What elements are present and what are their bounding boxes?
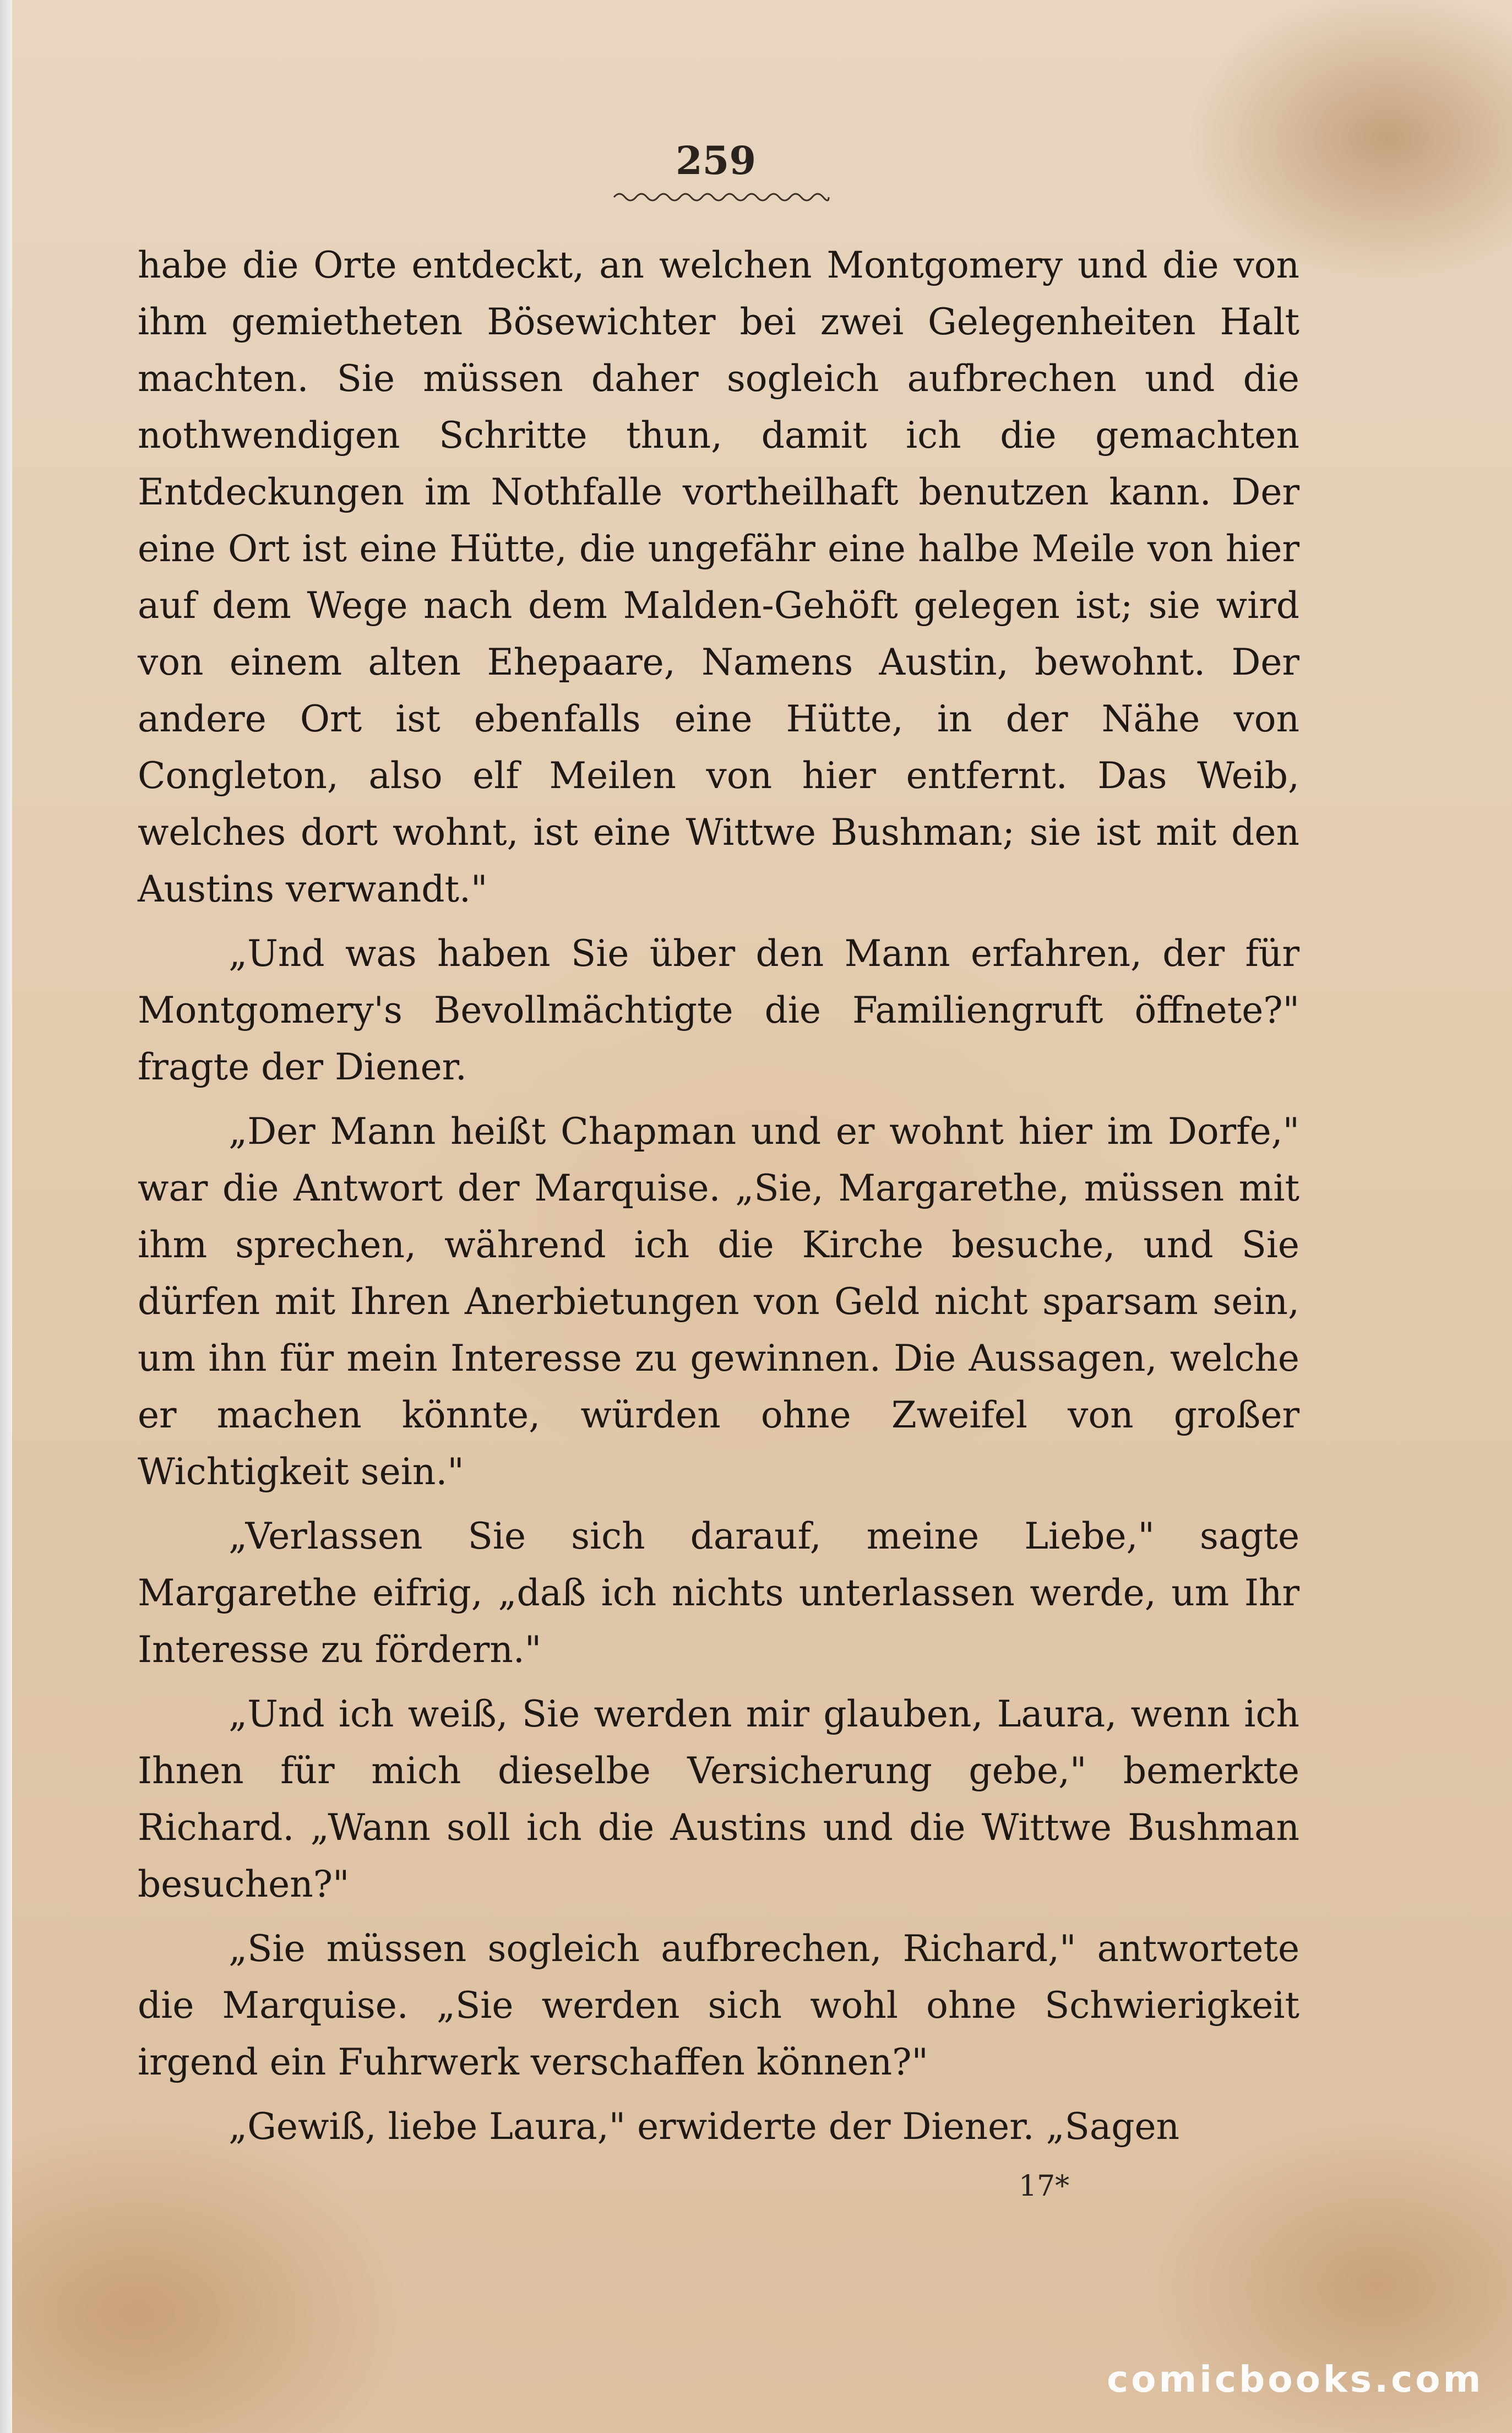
paragraph: „Und was haben Sie über den Mann erfahren, der für Montgomery's Bevollmächtigte die Familiengruft öffnete?" fragte der Diener. — [138, 932, 1299, 1088]
paragraph: „Verlassen Sie sich darauf, meine Liebe," sagte Margarethe eifrig, „daß ich nichts unterlassen werde, um Ihr Interesse zu fördern." — [138, 1515, 1299, 1671]
page-number: 259 — [675, 138, 757, 183]
paragraph: „Und ich weiß, Sie werden mir glauben, Laura, wenn ich Ihnen für mich dieselbe Versicherung gebe," bemerkte Richard. „Wann soll ich die Austins und die Wittwe Bushman besuchen?" — [138, 1693, 1299, 1905]
paragraph: „Der Mann heißt Chapman und er wohnt hier im Dorfe," war die Antwort der Marquise. „Sie, Margarethe, müssen mit ihm sprechen, während ich die Kirche besuche, und Sie dürfen mit Ihren Anerbietungen von Geld nicht sparsam sein, um ihn für mein Interesse zu gewinnen. Die Aussagen, welche er machen könnte, würden ohne Zweifel von großer Wichtigkeit sein." — [138, 1110, 1299, 1493]
watermark: comicbooks.com — [1107, 2358, 1484, 2401]
paragraph: habe die Orte entdeckt, an welchen Montgomery und die von ihm gemietheten Bösewichter bei zwei Gelegenheiten Halt machten. Sie müssen daher sogleich aufbrechen und die nothwendigen Schritte thun, damit ich die gemachten Entdeckungen im Nothfalle vortheilhaft benutzen kann. Der eine Ort ist eine Hütte, die ungefähr eine halbe Meile von hier auf dem Wege nach dem Malden-Gehöft gelegen ist; sie wird von einem alten Ehepaare, Namens Austin, bewohnt. Der andere Ort ist ebenfalls eine Hütte, in der Nähe von Congleton, also elf Meilen von hier entfernt. Das Weib, welches dort wohnt, ist eine Wittwe Bushman; sie ist mit den Austins verwandt." — [138, 244, 1299, 910]
signature-mark: 17* — [1019, 2170, 1070, 2203]
ornament-rule — [611, 187, 831, 204]
paragraph: „Gewiß, liebe Laura," erwiderte der Diener. „Sagen — [229, 2105, 1180, 2148]
page-edge — [0, 0, 12, 2433]
body-text — [138, 237, 1299, 2163]
paragraph: „Sie müssen sogleich aufbrechen, Richard," antwortete die Marquise. „Sie werden sich wohl ohne Schwierigkeit irgend ein Fuhrwerk verschaffen können?" — [138, 1927, 1299, 2083]
